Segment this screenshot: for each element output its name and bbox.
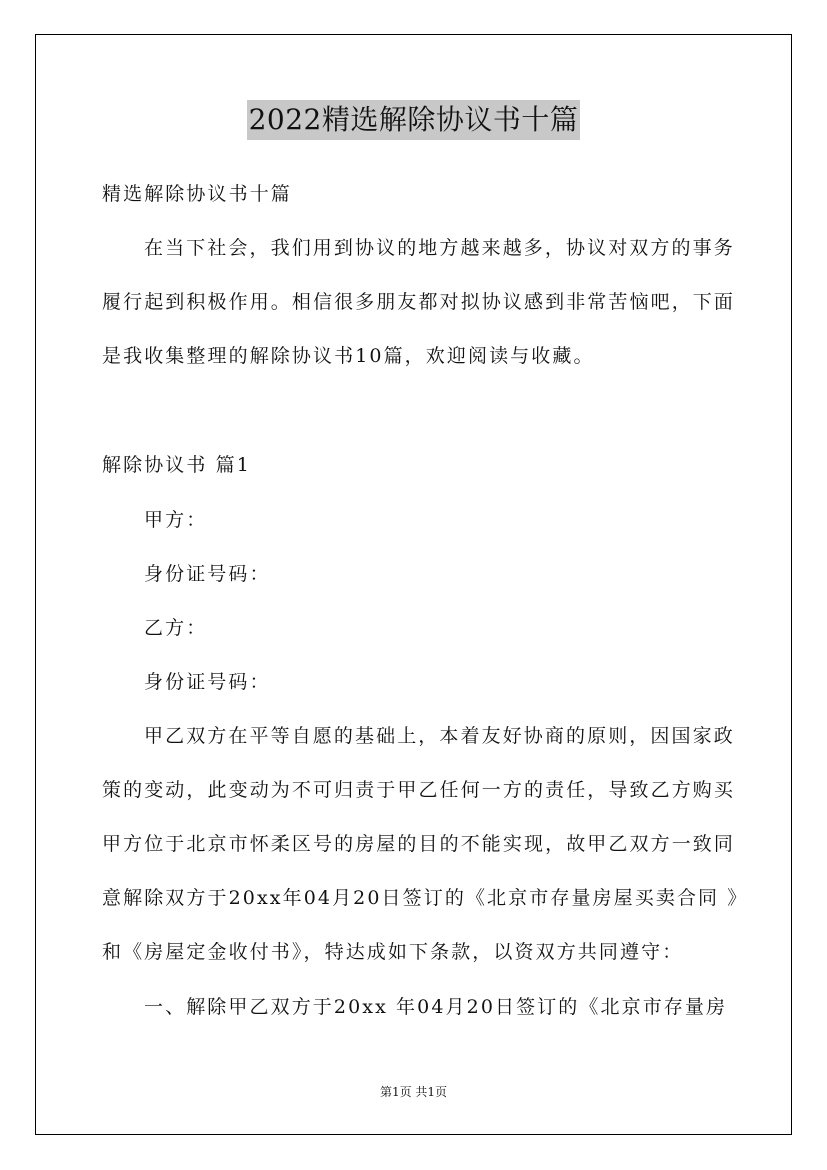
party-a-label: 甲方： bbox=[144, 509, 208, 531]
body-line-5: 和《房屋定金收付书》，特达成如下条款，以资双方共同遵守： bbox=[102, 941, 684, 963]
document-subtitle: 精选解除协议书十篇 bbox=[102, 183, 292, 205]
intro-line-2: 履行起到积极作用。相信很多朋友都对拟协议感到非常苦恼吧，下面 bbox=[102, 291, 736, 313]
document-title: 2022精选解除协议书十篇 bbox=[247, 100, 581, 140]
title-area bbox=[0, 100, 827, 140]
section-heading: 解除协议书 篇1 bbox=[102, 454, 251, 476]
party-b-id-label: 身份证号码： bbox=[144, 671, 271, 693]
body-line-2: 策的变动，此变动为不可归责于甲乙任何一方的责任，导致乙方购买 bbox=[102, 779, 736, 801]
page-footer bbox=[0, 1084, 827, 1100]
intro-line-3: 是我收集整理的解除协议书10篇，欢迎阅读与收藏。 bbox=[102, 345, 595, 367]
body-line-1: 甲乙双方在平等自愿的基础上，本着友好协商的原则，因国家政 bbox=[144, 725, 735, 747]
body-line-6: 一、解除甲乙双方于20xx 年04月20日签订的《北京市存量房 bbox=[144, 996, 728, 1018]
party-a-id-label: 身份证号码： bbox=[144, 563, 271, 585]
party-b-label: 乙方： bbox=[144, 617, 208, 639]
page-number-label: 第1页 共1页 bbox=[379, 1085, 448, 1099]
intro-line-1: 在当下社会，我们用到协议的地方越来越多，协议对双方的事务 bbox=[144, 237, 735, 259]
body-line-3: 甲方位于北京市怀柔区号的房屋的目的不能实现，故甲乙双方一致同 bbox=[102, 833, 736, 855]
body-line-4: 意解除双方于20xx年04月20日签订的《北京市存量房屋买卖合同 》 bbox=[102, 887, 749, 909]
